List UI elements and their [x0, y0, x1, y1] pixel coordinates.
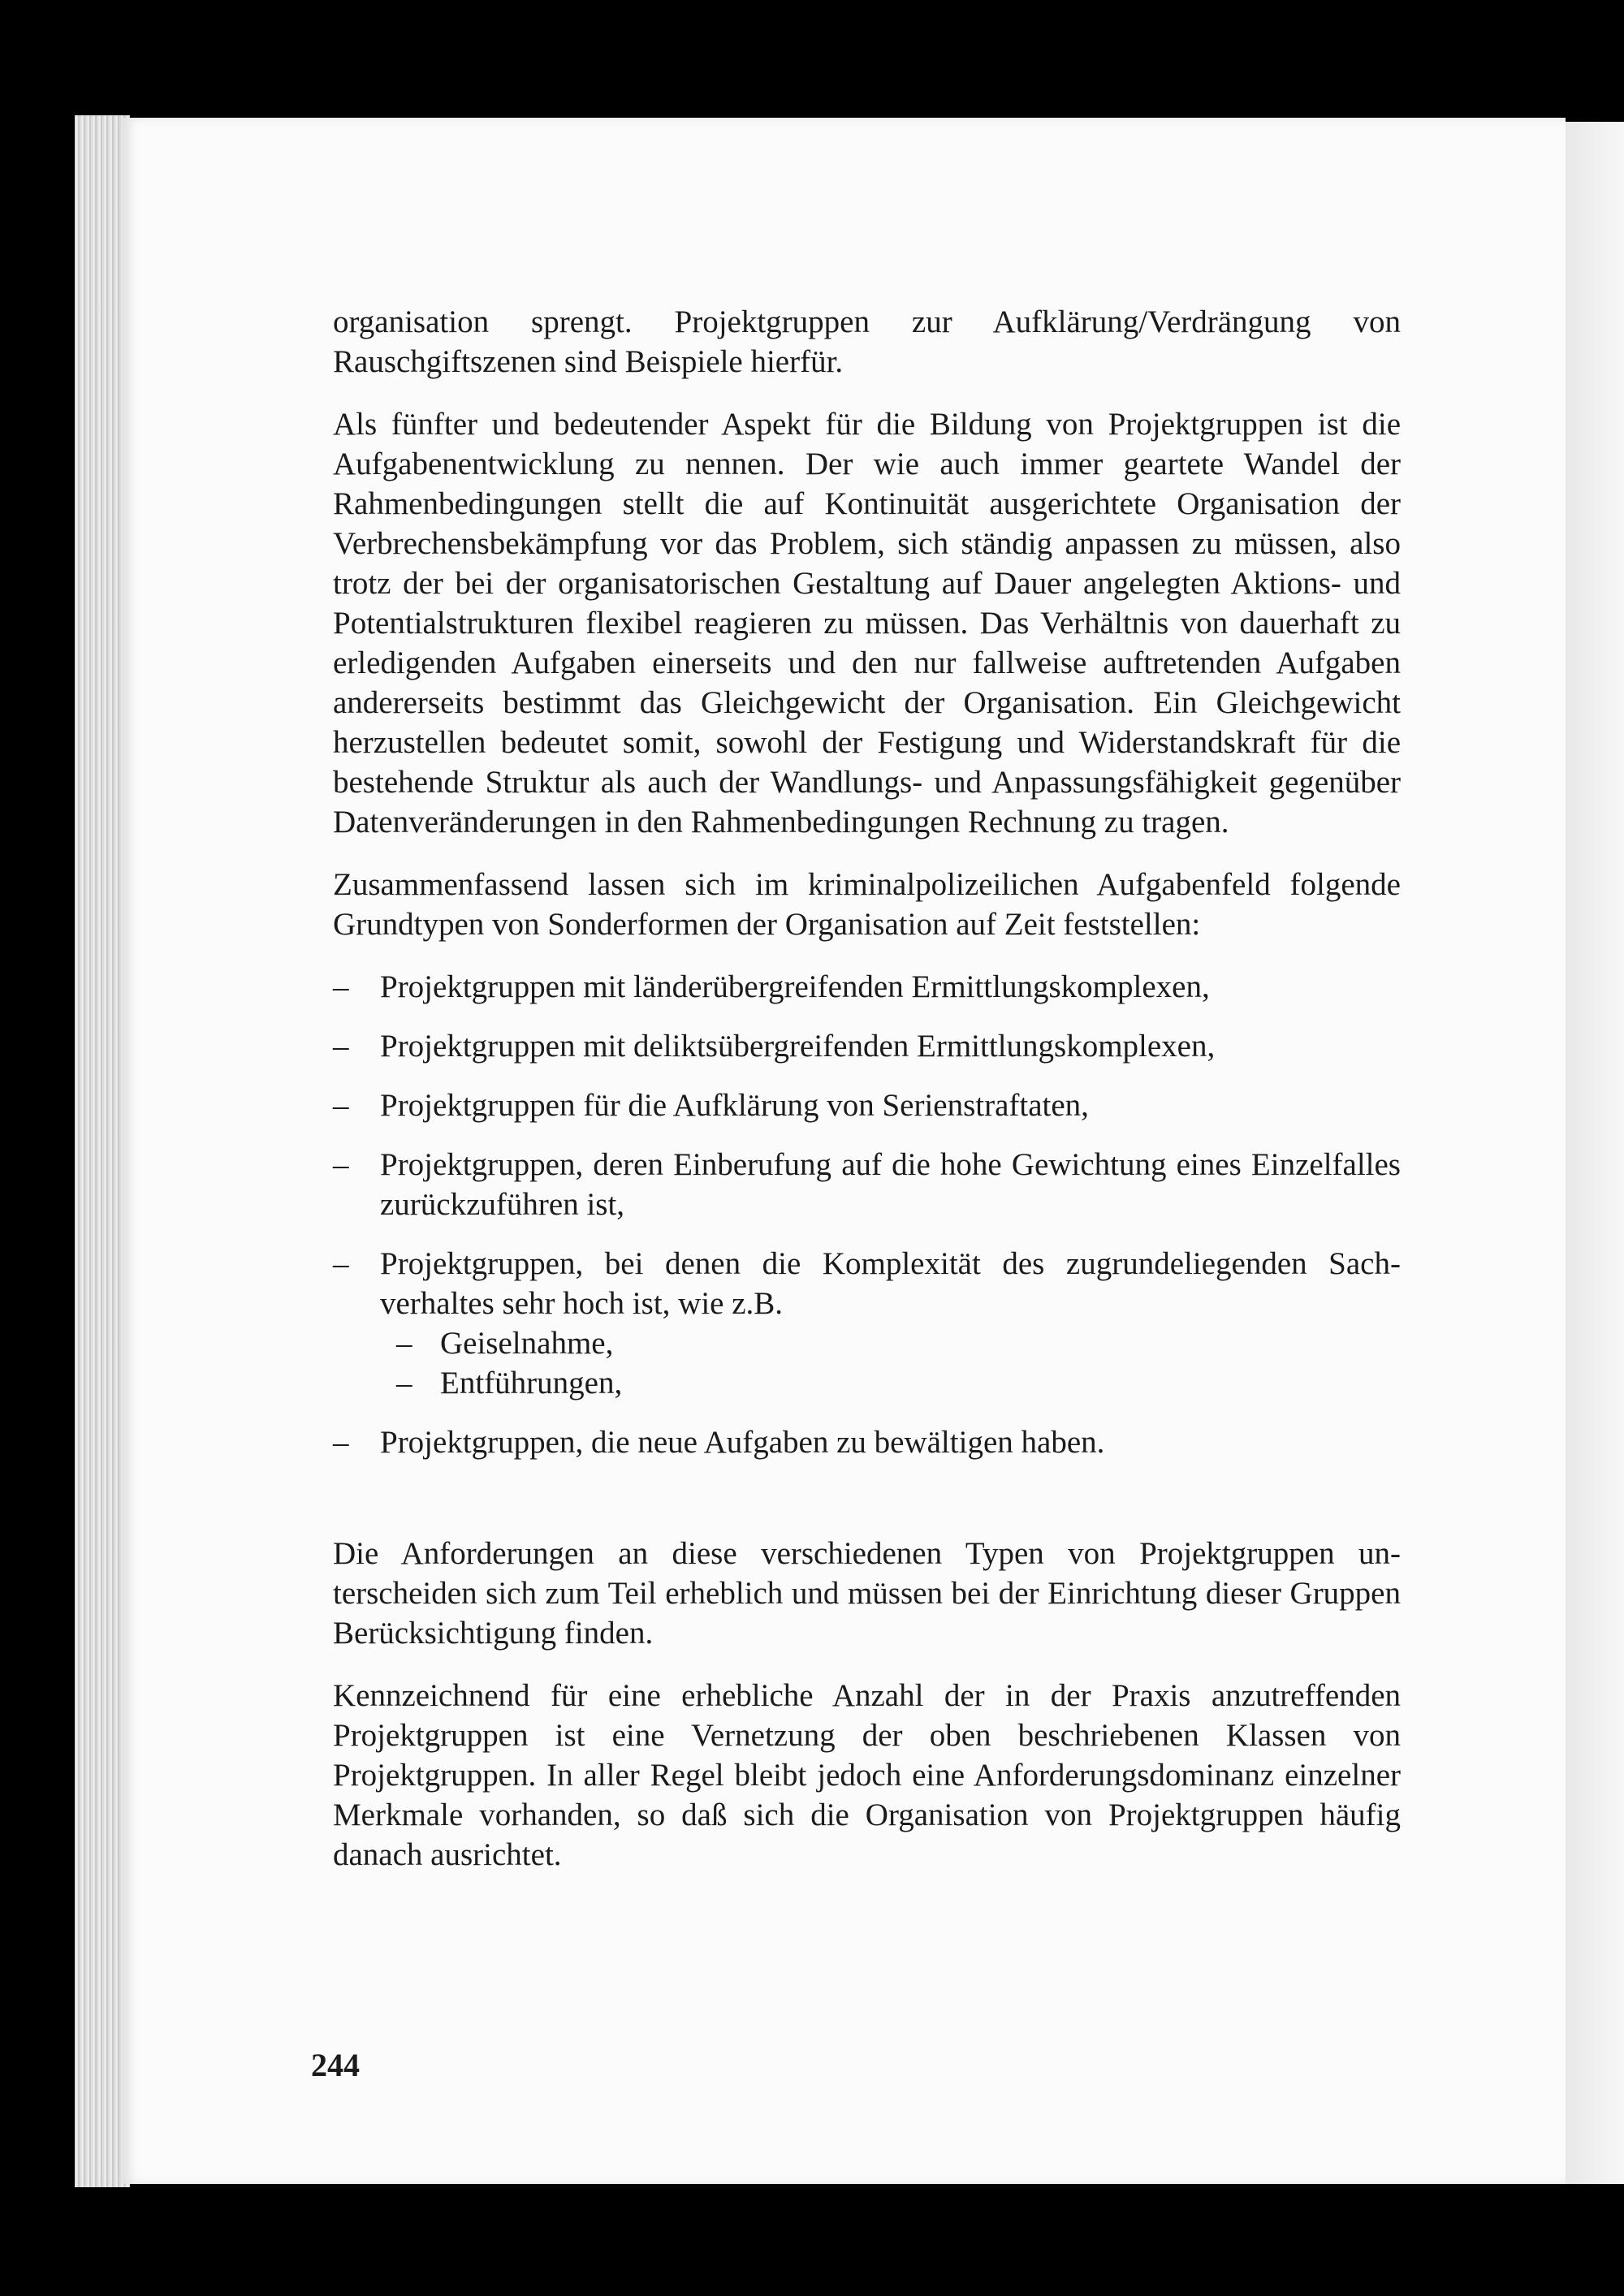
paragraph-continuation: organisation sprengt. Projektgruppen zur Aufklärung/Verdrängung von Rauschgiftszenen sind Beispiele hierfür.: [333, 304, 1401, 379]
sub-list-item: – Geiselnahme,: [380, 1323, 1401, 1363]
list-item: – Projektgruppen mit deliktsübergreifenden Ermittlungskomplexen,: [333, 1026, 1401, 1066]
spacer: [333, 1482, 1401, 1534]
list-item: – Projektgruppen mit länderübergreifenden Ermittlungskomplexen,: [333, 967, 1401, 1007]
page-number: 244: [311, 2047, 360, 2083]
sub-list-item: – Entführungen,: [380, 1363, 1401, 1403]
list-item: – Projektgruppen, die neue Aufgaben zu bewältigen haben.: [333, 1422, 1401, 1462]
paragraph-summary-intro: Zusammenfassend lassen sich im kriminalpolizeilichen Aufgabenfeld folgende Grundtypen von Sonderformen der Organisation auf Zeit feststellen:: [333, 867, 1401, 942]
paragraph-requirements: Die Anforderungen an diese verschiedenen Typen von Projektgruppen unterscheiden sich zum Teil erheblich und müssen bei der Einrichtung dieser Gruppen Berücksichtigung finden.: [333, 1536, 1401, 1651]
sub-list: [380, 1323, 1401, 1403]
paragraph-network: Kennzeichnend für eine erhebliche Anzahl der in der Praxis anzutreffenden Projektgruppen ist eine Vernetzung der oben beschriebenen Klassen von Projektgruppen. In aller Regel bleibt jedoch eine Anforderungsdominanz einzelner Merkmale vorhanden, so daß sich die Organisation von Projektgruppen häufig danach ausrichtet.: [333, 1678, 1401, 1872]
list-item: – Projektgruppen, bei denen die Komplexität des zugrundeliegenden Sachverhaltes sehr hoch ist, wie z.B. – Geiselnahme, – Entführungen,: [333, 1244, 1401, 1403]
list-item: – Projektgruppen, deren Einberufung auf die hohe Gewichtung eines Einzelfalles zurückzuführen ist,: [333, 1145, 1401, 1224]
paragraph-task-development: Als fünfter und bedeutender Aspekt für die Bildung von Projektgruppen ist die Aufgabenentwicklung zu nennen. Der wie auch immer geartete Wandel der Rahmenbedingungen stellt die auf Kontinuität ausgerichtete Organisation der Verbrechensbekämpfung vor das Problem, sich ständig anpassen zu müssen, also trotz der bei der organisatorischen Gestaltung auf Dauer angelegten Aktions- und Potentialstrukturen flexibel reagieren zu müssen. Das Verhältnis von dauerhaft zu erledigenden Aufgaben einerseits und den nur fallweise auftretenden Aufgaben andererseits bestimmt das Gleichgewicht der Organisation. Ein Gleichgewicht herzustellen bedeutet somit, sowohl der Festigung und Widerstandskraft für die bestehende Struktur als auch der Wandlungs- und Anpassungsfähigkeit gegenüber Datenveränderungen in den Rahmenbedingungen Rechnung zu tragen.: [333, 407, 1401, 839]
facing-page-edge: [1566, 122, 1624, 2184]
page-text: [333, 302, 1401, 1897]
list-item: – Projektgruppen für die Aufklärung von Serienstraftaten,: [333, 1085, 1401, 1125]
project-group-types-list: [333, 967, 1401, 1462]
